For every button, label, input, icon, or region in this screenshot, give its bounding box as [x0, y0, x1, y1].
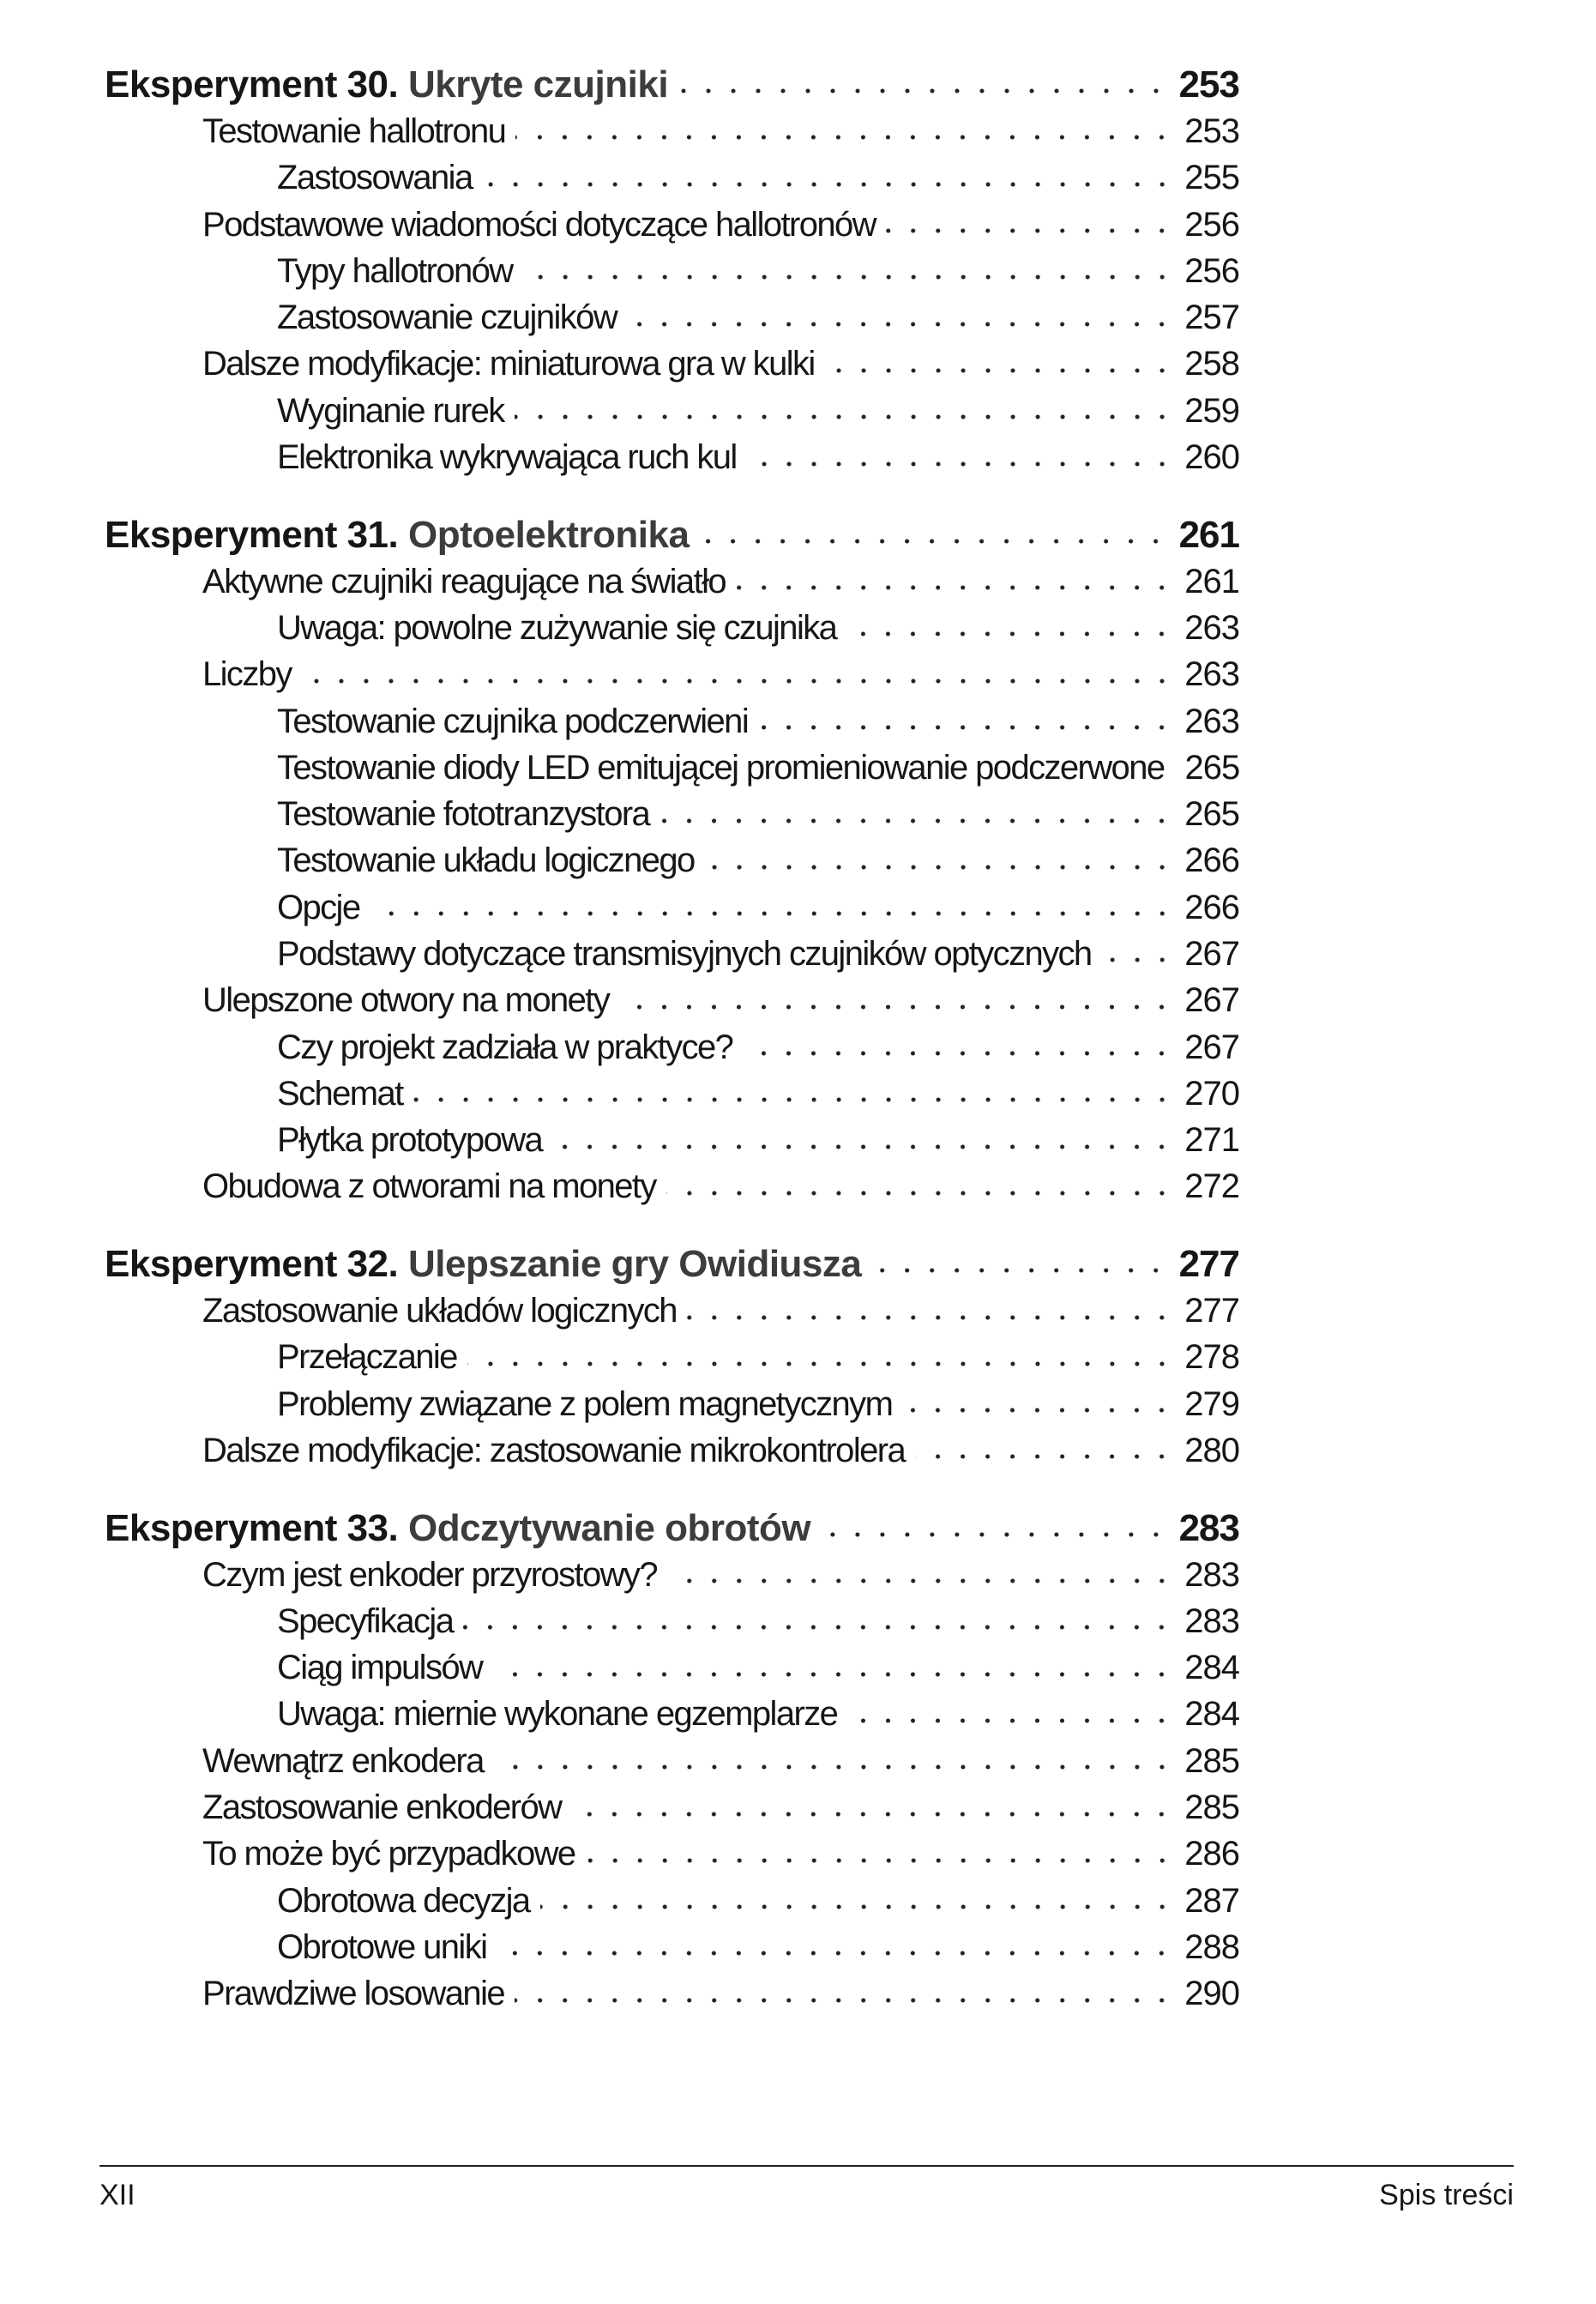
toc-entry-page: 260 — [1184, 438, 1239, 477]
toc-entry-page: 287 — [1184, 1881, 1239, 1920]
leader-dots — [619, 1004, 1174, 1010]
toc-entry — [0, 294, 1596, 341]
toc-entry — [0, 1288, 1596, 1334]
toc-entry — [0, 1738, 1596, 1784]
toc-entry-text: Zastosowanie enkoderów — [202, 1788, 562, 1827]
toc-entry-page: 280 — [1184, 1431, 1239, 1469]
leader-dots — [667, 1577, 1174, 1584]
leader-dots — [743, 1050, 1174, 1057]
toc-entry-text: Podstawy dotyczące transmisyjnych czujników optycznych — [277, 934, 1092, 973]
leader-dots — [540, 1903, 1175, 1910]
toc-entry — [0, 698, 1596, 745]
section-title: Odczytywanie obrotów — [407, 1506, 811, 1549]
toc-entry — [0, 558, 1596, 605]
toc-entry — [0, 1971, 1596, 2018]
leader-dots — [523, 274, 1175, 280]
leader-dots — [699, 538, 1168, 545]
toc-entry-page: 271 — [1184, 1121, 1239, 1160]
toc-entry — [0, 1118, 1596, 1164]
leader-dots — [627, 321, 1174, 328]
toc-entry — [0, 248, 1596, 294]
leader-dots — [847, 1717, 1174, 1724]
toc-entry-text: Testowanie fototranzystora — [277, 795, 650, 834]
toc-entry-page: 284 — [1184, 1649, 1239, 1687]
toc-entry-page: 283 — [1184, 1555, 1239, 1594]
leader-dots — [821, 1531, 1168, 1538]
section-label: Eksperyment 33. — [105, 1506, 399, 1549]
toc-entry-text: Uwaga: powolne zużywanie się czujnika — [277, 608, 837, 647]
leader-dots — [586, 1857, 1175, 1864]
toc-entry — [0, 341, 1596, 388]
toc-entry-page: 286 — [1184, 1835, 1239, 1873]
toc-entry — [0, 1831, 1596, 1878]
section-heading-text — [105, 63, 668, 106]
leader-dots — [915, 1453, 1174, 1460]
leader-dots — [302, 678, 1174, 685]
toc-entry-text: Opcje — [277, 888, 360, 926]
toc-entry-text: Ulepszone otwory na monety — [202, 981, 610, 1020]
section-title: Optoelektronika — [407, 513, 690, 556]
toc-entry-text: Testowanie czujnika podczerwieni — [277, 702, 749, 740]
leader-dots — [687, 1314, 1174, 1321]
toc-entry-text: Przełączanie — [277, 1338, 457, 1377]
leader-dots — [846, 630, 1174, 637]
toc-entry-text: Zastosowania — [277, 159, 473, 197]
toc-entry-page: 278 — [1184, 1338, 1239, 1377]
section-heading-text — [105, 1243, 861, 1286]
toc-entry-text: Czy projekt zadziała w praktyce? — [277, 1028, 733, 1066]
section-label: Eksperyment 31. — [105, 513, 399, 556]
toc-entry-text: Zastosowanie układów logicznych — [202, 1292, 677, 1330]
toc-entry-page: 261 — [1184, 562, 1239, 600]
toc-entry-page: 258 — [1184, 345, 1239, 383]
toc-entry-page: 285 — [1184, 1788, 1239, 1827]
leader-dots — [483, 181, 1175, 188]
toc-entry-page: 267 — [1184, 934, 1239, 973]
toc-entry-text: Obrotowe uniki — [277, 1927, 487, 1966]
toc-entry-text: Ciąg impulsów — [277, 1649, 483, 1687]
toc-entry-page: 266 — [1184, 841, 1239, 880]
toc-entry-text: Wyginanie rurek — [277, 391, 504, 430]
toc-entry — [0, 1784, 1596, 1831]
leader-dots — [515, 413, 1175, 420]
toc-entry-page: 265 — [1184, 748, 1240, 787]
leader-dots — [886, 227, 1174, 234]
toc-entry-text: Płytka prototypowa — [277, 1121, 543, 1160]
toc-entry — [0, 434, 1596, 480]
section-heading — [0, 62, 1596, 108]
toc-entry-page: 256 — [1184, 251, 1239, 290]
leader-dots — [552, 1143, 1174, 1150]
leader-dots — [370, 910, 1175, 917]
leader-dots — [413, 1096, 1175, 1103]
toc-entry-page: 265 — [1184, 795, 1239, 834]
section-page: 277 — [1178, 1243, 1239, 1286]
toc-entry-page: 283 — [1184, 1601, 1239, 1640]
toc-entry — [0, 202, 1596, 248]
toc-entry — [0, 1071, 1596, 1117]
toc-entry-text: Dalsze modyfikacje: miniaturowa gra w kulki — [202, 345, 815, 383]
toc-entry-text: Obudowa z otworami na monety — [202, 1167, 656, 1206]
toc-entry — [0, 1924, 1596, 1970]
toc-entry-text: Dalsze modyfikacje: zastosowanie mikrokontrolera — [202, 1431, 906, 1469]
section-heading-text — [105, 1507, 810, 1550]
toc-entry-text: Typy hallotronów — [277, 251, 513, 290]
toc-entry — [0, 1598, 1596, 1644]
toc-entry-page: 277 — [1184, 1292, 1239, 1330]
leader-dots — [705, 864, 1175, 871]
toc-entry — [0, 605, 1596, 651]
leader-dots — [571, 1811, 1174, 1818]
toc-entry — [0, 652, 1596, 698]
footer-page-number: XII — [99, 2179, 136, 2211]
toc-entry-page: 279 — [1184, 1384, 1239, 1423]
leader-dots — [515, 134, 1174, 141]
leader-dots — [515, 1997, 1174, 2004]
toc-entry-page: 253 — [1184, 112, 1239, 150]
toc-entry — [0, 388, 1596, 434]
footer-rule — [99, 2165, 1514, 2167]
toc-entry-page: 263 — [1184, 655, 1239, 694]
section-title: Ulepszanie gry Owidiusza — [407, 1243, 862, 1286]
leader-dots — [492, 1671, 1174, 1678]
footer-running-title: Spis treści — [1379, 2179, 1514, 2211]
toc-entry — [0, 1692, 1596, 1738]
leader-dots — [1102, 956, 1175, 963]
toc-entry — [0, 155, 1596, 202]
table-of-contents — [0, 62, 1596, 2018]
toc-entry-page: 288 — [1184, 1927, 1239, 1966]
toc-entry-text: Obrotowa decyzja — [277, 1881, 530, 1920]
toc-entry-text: Czym jest enkoder przyrostowy? — [202, 1555, 657, 1594]
toc-entry — [0, 931, 1596, 977]
toc-entry-text: Podstawowe wiadomości dotyczące hallotronów — [202, 205, 876, 244]
toc-entry-text: Elektronika wykrywająca ruch kul — [277, 438, 737, 477]
toc-entry-page: 255 — [1184, 159, 1239, 197]
toc-entry-text: Problemy związane z polem magnetycznym — [277, 1384, 893, 1423]
section-page: 283 — [1178, 1506, 1239, 1549]
toc-entry-text: Zastosowanie czujników — [277, 299, 617, 337]
toc-entry — [0, 745, 1596, 791]
toc-entry — [0, 108, 1596, 154]
toc-entry-text: To może być przypadkowe — [202, 1835, 575, 1873]
leader-dots — [497, 1950, 1174, 1957]
toc-entry — [0, 791, 1596, 837]
toc-entry-page: 270 — [1184, 1074, 1239, 1113]
leader-dots — [747, 461, 1175, 467]
toc-entry-text: Aktywne czujniki reagujące na światło — [202, 562, 726, 600]
toc-entry — [0, 1381, 1596, 1427]
toc-entry — [0, 978, 1596, 1024]
toc-entry-page: 284 — [1184, 1695, 1239, 1734]
toc-entry-text: Testowanie diody LED emitującej promieniowanie podczerwone — [277, 748, 1165, 787]
toc-entry-page: 256 — [1184, 205, 1239, 244]
section-heading — [0, 1505, 1596, 1552]
leader-dots — [736, 584, 1174, 591]
section-heading — [0, 1241, 1596, 1288]
toc-entry — [0, 1335, 1596, 1381]
toc-entry-text: Prawdziwe losowanie — [202, 1975, 505, 2013]
toc-entry-text: Wewnątrz enkodera — [202, 1741, 484, 1780]
section-heading — [0, 512, 1596, 558]
toc-entry-page: 285 — [1184, 1741, 1239, 1780]
section-label: Eksperyment 32. — [105, 1243, 399, 1286]
toc-entry — [0, 1024, 1596, 1071]
toc-entry-text: Testowanie hallotronu — [202, 112, 506, 150]
leader-dots — [463, 1624, 1174, 1631]
toc-entry-text: Uwaga: miernie wykonane egzemplarze — [277, 1695, 838, 1734]
toc-entry-text: Specyfikacja — [277, 1601, 454, 1640]
toc-entry-page: 263 — [1184, 702, 1239, 740]
toc-entry — [0, 1878, 1596, 1924]
leader-dots — [758, 724, 1174, 731]
toc-entry — [0, 1552, 1596, 1598]
leader-dots — [467, 1360, 1174, 1367]
toc-entry-text: Testowanie układu logicznego — [277, 841, 695, 880]
leader-dots — [902, 1407, 1174, 1414]
toc-entry-page: 272 — [1184, 1167, 1239, 1206]
leader-dots — [659, 817, 1174, 824]
leader-dots — [825, 367, 1175, 374]
toc-entry — [0, 838, 1596, 884]
toc-entry — [0, 1427, 1596, 1474]
toc-entry-page: 259 — [1184, 391, 1239, 430]
toc-entry-page: 267 — [1184, 1028, 1239, 1066]
toc-entry-text: Liczby — [202, 655, 292, 694]
toc-entry-page: 267 — [1184, 981, 1239, 1020]
leader-dots — [666, 1190, 1174, 1197]
section-page: 253 — [1178, 63, 1239, 106]
leader-dots — [678, 87, 1169, 94]
toc-entry-page: 263 — [1184, 608, 1239, 647]
toc-entry-page: 266 — [1184, 888, 1239, 926]
leader-dots — [494, 1764, 1174, 1770]
section-page: 261 — [1178, 513, 1239, 556]
toc-entry-page: 257 — [1184, 299, 1239, 337]
leader-dots — [871, 1267, 1168, 1274]
section-label: Eksperyment 30. — [105, 63, 399, 106]
toc-entry-text: Schemat — [277, 1074, 403, 1113]
toc-entry-page: 290 — [1184, 1975, 1239, 2013]
toc-entry — [0, 884, 1596, 931]
toc-entry — [0, 1645, 1596, 1692]
toc-entry — [0, 1164, 1596, 1210]
section-heading-text — [105, 514, 689, 557]
section-title: Ukryte czujniki — [407, 63, 669, 106]
